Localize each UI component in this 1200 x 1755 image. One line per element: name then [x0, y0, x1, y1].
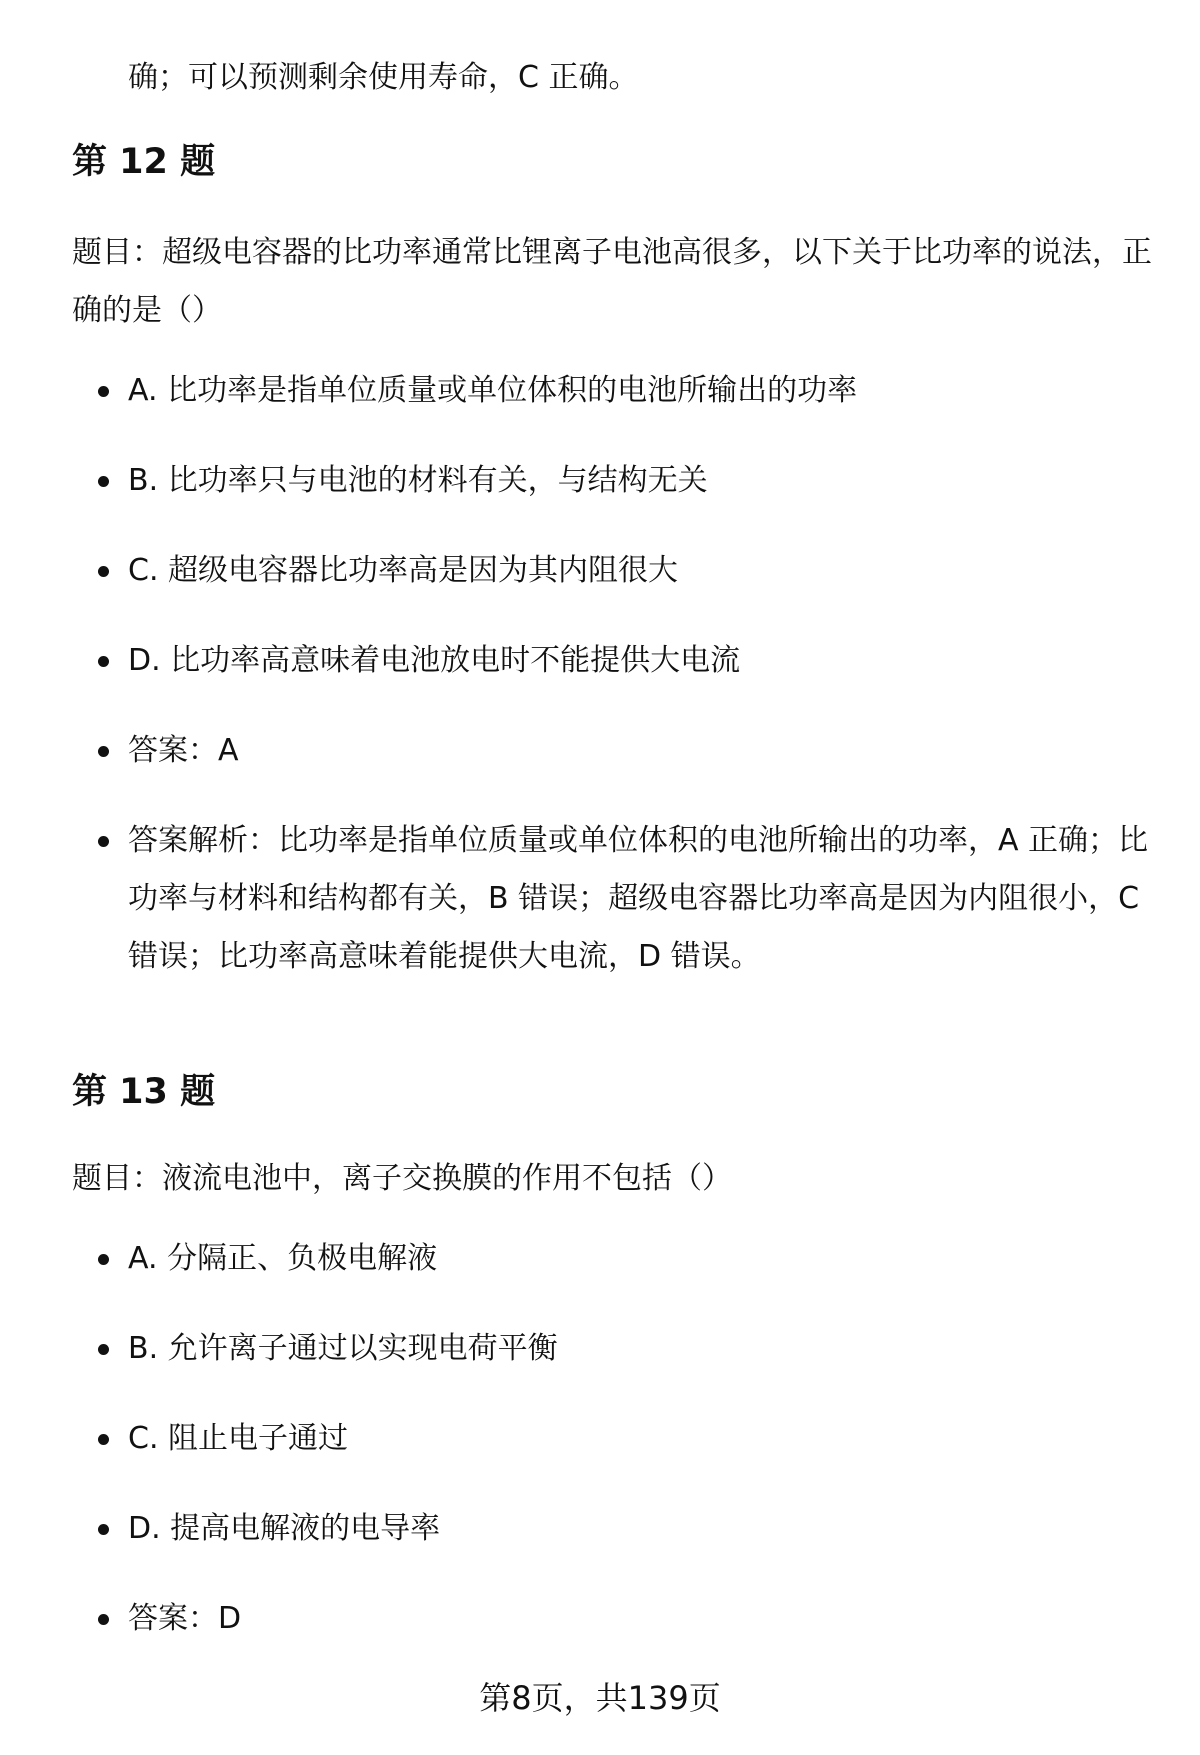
bullet-icon	[98, 656, 109, 667]
option-text: C. 阻止电子通过	[128, 1421, 349, 1456]
answer	[72, 1590, 1152, 1648]
option-b	[72, 1320, 1152, 1378]
bullet-icon	[98, 1434, 109, 1445]
option-d	[72, 632, 1152, 690]
question-stem: 题目：液流电池中，离子交换膜的作用不包括（）	[72, 1161, 732, 1196]
question-stem: 题目：超级电容器的比功率通常比锂离子电池高很多，以下关于比功率的说法，正确的是（）	[72, 235, 1152, 328]
bullet-icon	[98, 746, 109, 757]
answer	[72, 722, 1152, 780]
bullet-icon	[98, 1614, 109, 1625]
option-a	[72, 362, 1152, 420]
bullet-icon	[98, 1254, 109, 1265]
bullet-icon	[98, 1344, 109, 1355]
option-list	[72, 362, 1152, 986]
answer-text: 答案：A	[128, 733, 239, 768]
bullet-icon	[98, 476, 109, 487]
bullet-icon	[98, 836, 109, 847]
answer-analysis	[72, 812, 1152, 986]
question-12	[72, 140, 1152, 986]
option-text: B. 允许离子通过以实现电荷平衡	[128, 1331, 558, 1366]
option-b	[72, 452, 1152, 510]
answer-text: 答案：D	[128, 1601, 242, 1636]
bullet-icon	[98, 386, 109, 397]
bullet-icon	[98, 566, 109, 577]
option-text: C. 超级电容器比功率高是因为其内阻很大	[128, 553, 679, 588]
question-heading: 第 12 题	[72, 142, 216, 182]
question-heading: 第 13 题	[72, 1072, 216, 1112]
option-text: A. 比功率是指单位质量或单位体积的电池所输出的功率	[128, 373, 858, 408]
option-d	[72, 1500, 1152, 1558]
option-list	[72, 1230, 1152, 1648]
question-13	[72, 1070, 1152, 1648]
bullet-icon	[98, 1524, 109, 1535]
continuation-text: 确；可以预测剩余使用寿命，C 正确。	[128, 60, 639, 95]
page-footer: 第8页，共139页	[479, 1679, 721, 1717]
analysis-text: 答案解析：比功率是指单位质量或单位体积的电池所输出的功率，A 正确；比功率与材料和结构都有关，B 错误；超级电容器比功率高是因为内阻很小，C 错误；比功率高意味着能提供大电流，D 错误。	[128, 823, 1149, 974]
option-text: B. 比功率只与电池的材料有关，与结构无关	[128, 463, 708, 498]
option-c	[72, 1410, 1152, 1468]
option-c	[72, 542, 1152, 600]
option-text: A. 分隔正、负极电解液	[128, 1241, 438, 1276]
option-text: D. 提高电解液的电导率	[128, 1511, 441, 1546]
option-a	[72, 1230, 1152, 1288]
option-text: D. 比功率高意味着电池放电时不能提供大电流	[128, 643, 741, 678]
